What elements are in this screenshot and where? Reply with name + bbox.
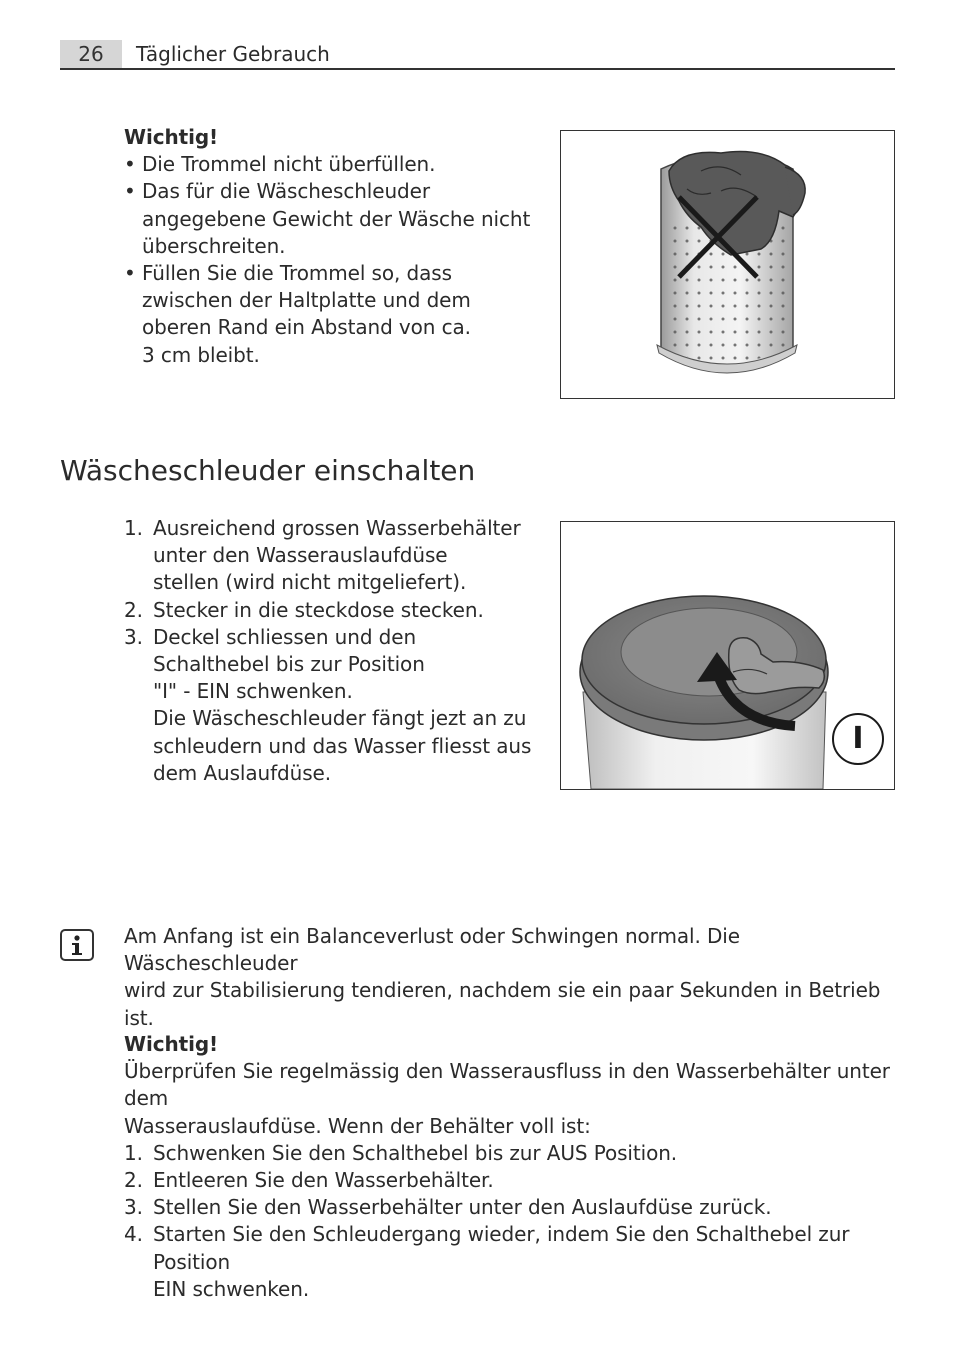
figure-switch — [560, 521, 895, 790]
bullet-line: oberen Rand ein Abstand von ca. — [142, 315, 471, 340]
numbered-list — [124, 515, 544, 787]
step-line: Die Wäscheschleuder fängt jezt an zu — [153, 706, 527, 731]
bullet-item — [124, 260, 544, 369]
bullet-list — [124, 151, 544, 369]
step-line: Entleeren Sie den Wasserbehälter. — [153, 1168, 494, 1193]
bullet-item — [124, 151, 544, 178]
bullet-line: angegebene Gewicht der Wäsche nicht — [142, 206, 531, 231]
step-number: 3. — [124, 624, 143, 649]
step-line: Schwenken Sie den Schalthebel bis zur AUS Position. — [153, 1140, 678, 1165]
numbered-list — [124, 1140, 914, 1303]
intro-line: Wasserauslaufdüse. Wenn der Behälter voll ist: — [124, 1113, 591, 1138]
step-line: "I" - EIN schwenken. — [153, 679, 353, 704]
figure-overfill — [560, 130, 895, 399]
bullet-line: Füllen Sie die Trommel so, dass — [142, 261, 452, 286]
important-title: Wichtig! — [124, 125, 219, 149]
info-icon — [60, 929, 94, 961]
header-rule — [60, 68, 895, 70]
step-number: 3. — [124, 1195, 143, 1220]
bullet-mark: • — [124, 152, 136, 177]
step-line: schleudern und das Wasser fliesst aus — [153, 733, 532, 758]
bullet-line: Das für die Wäscheschleuder — [142, 179, 430, 204]
section-heading: Wäscheschleuder einschalten — [60, 454, 476, 487]
info-note — [124, 923, 904, 1032]
step-number: 1. — [124, 1140, 143, 1165]
important-block-1 — [124, 124, 544, 369]
bullet-line: überschreiten. — [142, 233, 286, 258]
list-item — [124, 515, 544, 597]
page-number: 26 — [60, 40, 122, 68]
step-number: 2. — [124, 1168, 143, 1193]
step-line: stellen (wird nicht mitgeliefert). — [153, 570, 467, 595]
step-line: EIN schwenken. — [153, 1276, 310, 1301]
step-number: 4. — [124, 1222, 143, 1247]
step-line: Ausreichend grossen Wasserbehälter — [153, 516, 521, 540]
list-item — [124, 1194, 914, 1221]
important-title: Wichtig! — [124, 1032, 219, 1056]
info-line: Am Anfang ist ein Balanceverlust oder Schwingen normal. Die Wäscheschleuder — [124, 924, 740, 976]
list-item — [124, 1221, 914, 1303]
step-line: Starten Sie den Schleudergang wieder, indem Sie den Schalthebel zur Position — [153, 1222, 850, 1274]
bullet-line: Die Trommel nicht überfüllen. — [142, 152, 436, 177]
step-number: 1. — [124, 516, 143, 540]
step-number: 2. — [124, 597, 143, 622]
step-line: Stecker in die steckdose stecken. — [153, 597, 484, 622]
step-line: Stellen Sie den Wasserbehälter unter den Auslaufdüse zurück. — [153, 1195, 772, 1220]
important-block-2 — [124, 1031, 914, 1303]
info-line: wird zur Stabilisierung tendieren, nachdem sie ein paar Sekunden in Betrieb ist. — [124, 978, 881, 1030]
overfilled-drum-crossed-icon — [561, 131, 894, 398]
steps-switch-on — [124, 515, 544, 787]
bullet-item — [124, 178, 544, 260]
bullet-mark: • — [124, 261, 136, 286]
step-line: Schalthebel bis zur Position — [153, 652, 425, 677]
intro-line: Überprüfen Sie regelmässig den Wasserausfluss in den Wasserbehälter unter dem — [124, 1059, 890, 1111]
switch-position-label: I — [852, 721, 864, 756]
bullet-line: zwischen der Haltplatte und dem — [142, 288, 471, 313]
list-item — [124, 597, 544, 624]
step-line: unter den Wasserauslaufdüse — [153, 543, 448, 568]
list-item — [124, 624, 544, 787]
step-line: Deckel schliessen und den — [153, 624, 417, 649]
list-item — [124, 1167, 914, 1194]
header-title: Täglicher Gebrauch — [136, 42, 330, 66]
list-item — [124, 1140, 914, 1167]
step-line: dem Auslaufdüse. — [153, 760, 331, 785]
bullet-mark: • — [124, 179, 136, 204]
bullet-line: 3 cm bleibt. — [142, 342, 260, 367]
